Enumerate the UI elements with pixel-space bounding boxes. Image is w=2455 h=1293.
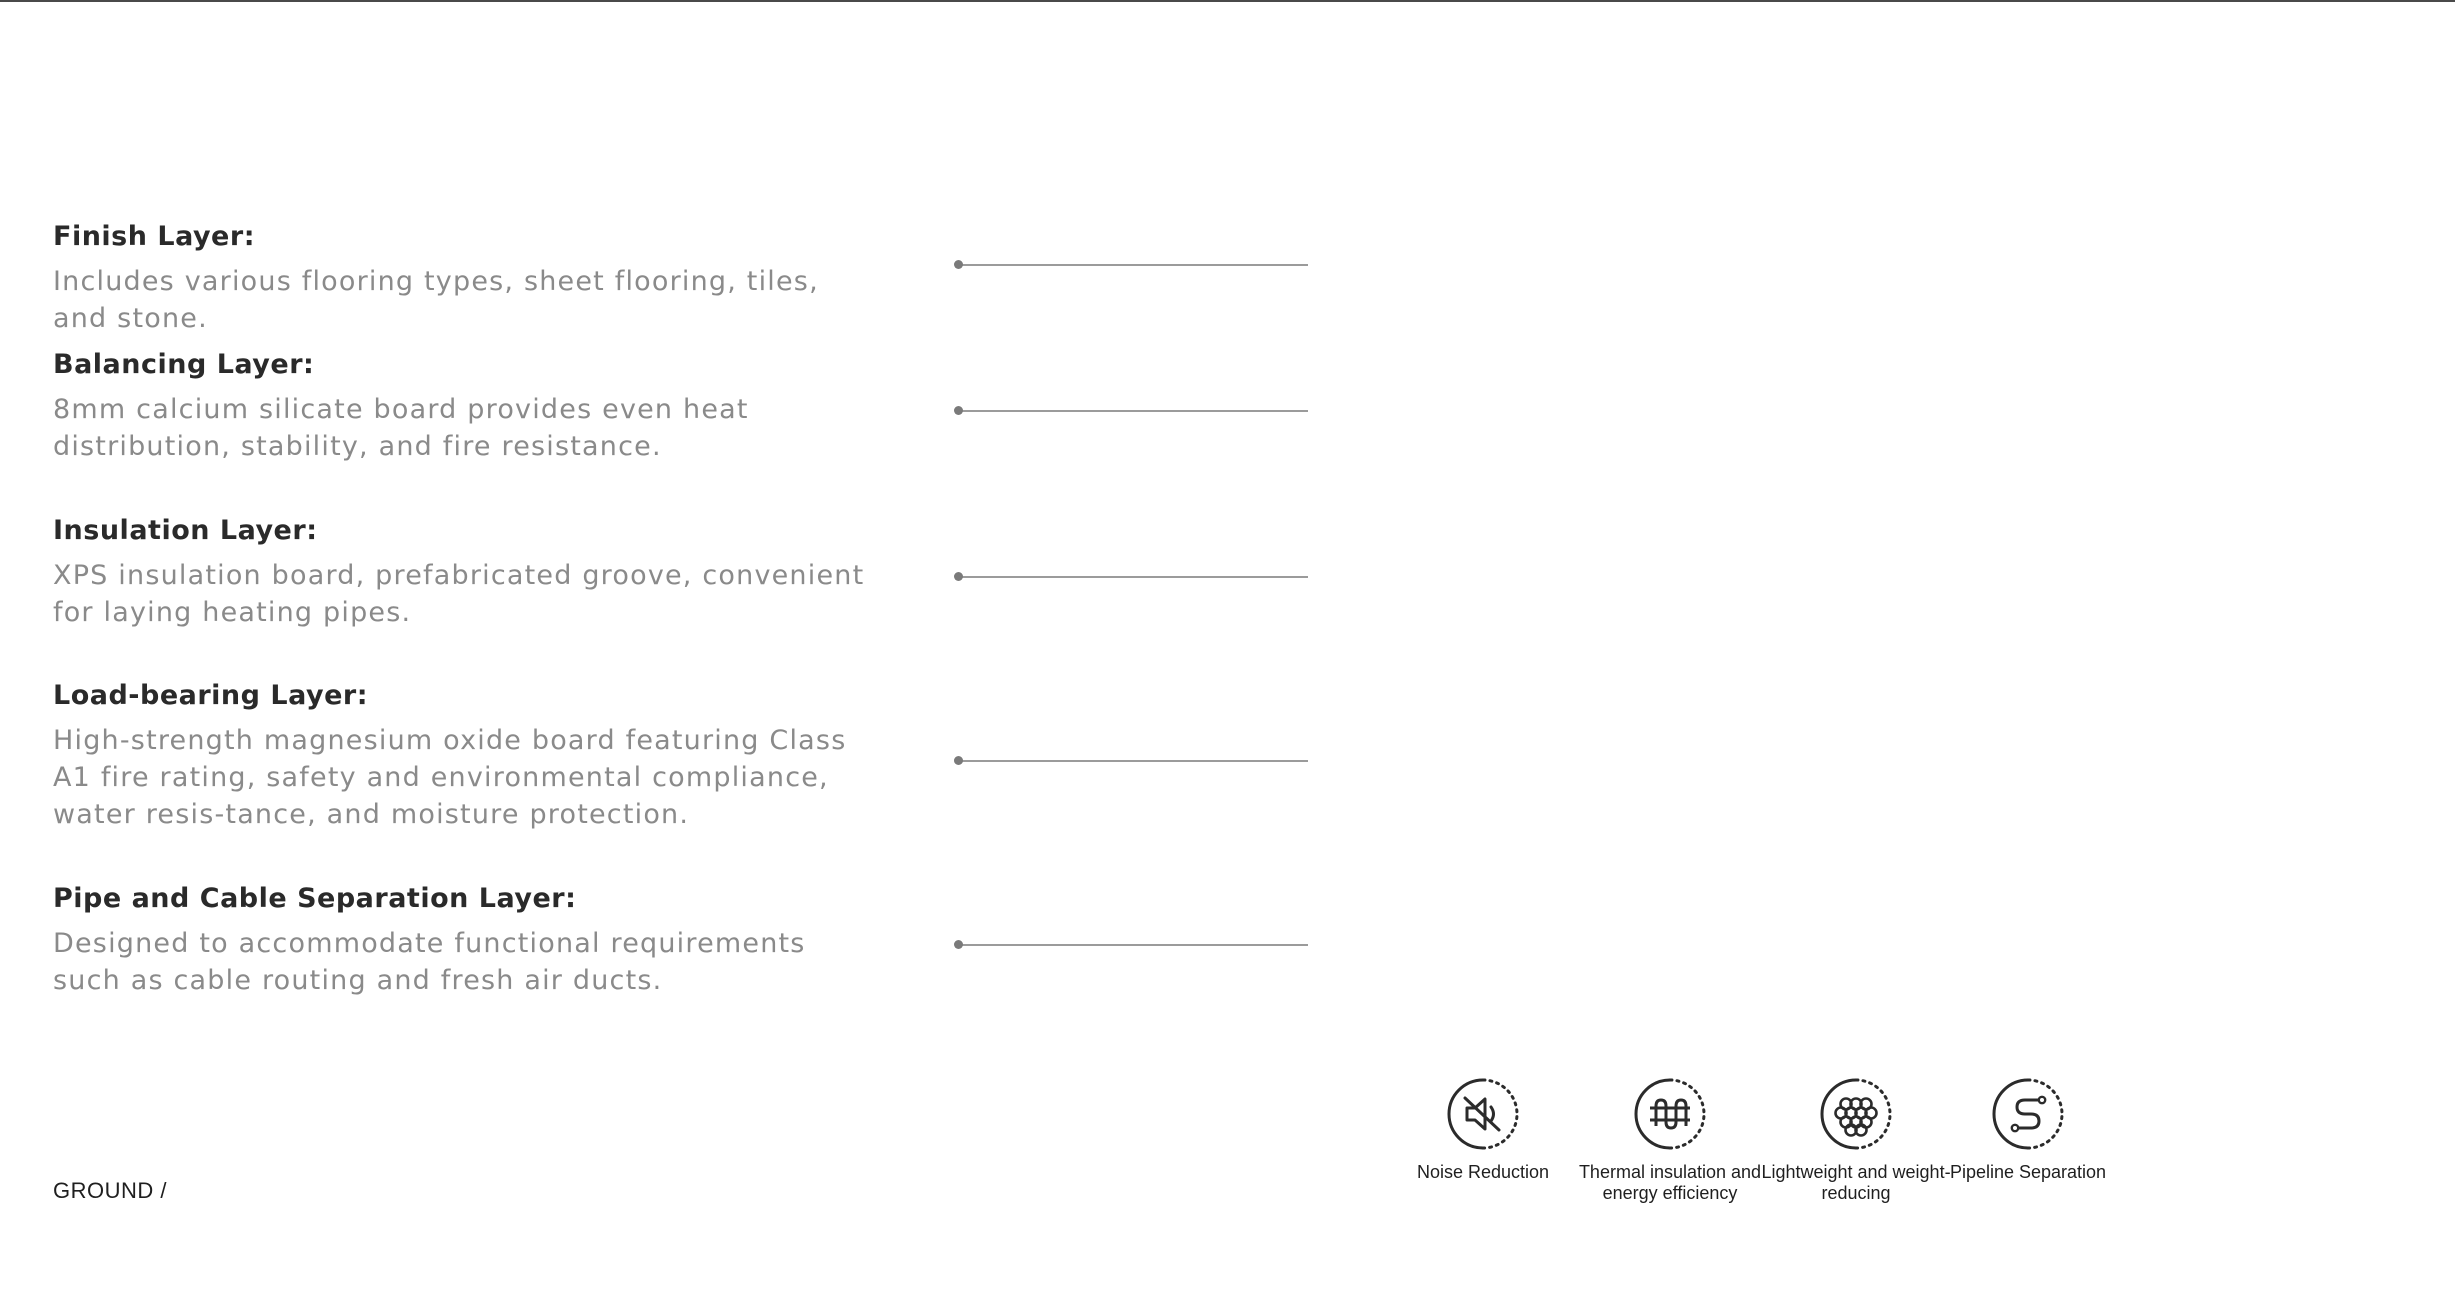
feature-thermal-insulation [1570,1078,1770,1204]
feature-pipeline-separation [1928,1078,2128,1183]
layer-title: Balancing Layer: [53,349,315,380]
leader-dot [954,940,963,949]
thermal-pipes-icon [1634,1078,1706,1150]
footer-section-label: GROUND / [53,1178,167,1203]
feature-label: Pipeline Separation [1949,1162,2107,1182]
leader-dot [954,260,963,269]
layer-title: Load-bearing Layer: [53,680,369,711]
layer-title: Finish Layer: [53,221,255,252]
leader-line-finish [958,264,1308,266]
feature-label: Lightweight and weight-reducing [1761,1162,1951,1203]
leader-line-load-bearing [958,760,1308,762]
layer-title: Insulation Layer: [53,515,318,546]
layer-description: Includes various flooring types, sheet flooring, tiles, and stone. [53,266,819,334]
feature-label: Noise Reduction [1416,1162,1550,1182]
feature-label: Thermal insulation and energy efficiency [1578,1162,1762,1203]
layer-balancing [53,348,873,465]
layer-insulation [53,514,873,631]
honeycomb-icon [1820,1078,1892,1150]
layer-finish [53,220,873,337]
pipeline-s-icon [1992,1078,2064,1150]
layer-description: XPS insulation board, prefabricated groove, convenient for laying heating pipes. [53,560,865,628]
leader-line-insulation [958,576,1308,578]
feature-noise-reduction [1383,1078,1583,1183]
leader-dot [954,406,963,415]
leader-line-pipe-cable [958,944,1308,946]
layer-description: High-strength magnesium oxide board featuring Class A1 fire rating, safety and environmental compliance, water resis-tance, and moisture protection. [53,725,847,830]
leader-dot [954,572,963,581]
feature-lightweight [1756,1078,1956,1204]
mute-speaker-icon [1447,1078,1519,1150]
layer-load-bearing [53,679,873,833]
layer-pipe-cable-separation [53,882,873,999]
layer-title: Pipe and Cable Separation Layer: [53,883,577,914]
leader-line-balancing [958,410,1308,412]
layer-description: Designed to accommodate functional requirements such as cable routing and fresh air ducts. [53,928,806,996]
layer-description: 8mm calcium silicate board provides even heat distribution, stability, and fire resistance. [53,394,749,462]
leader-dot [954,756,963,765]
